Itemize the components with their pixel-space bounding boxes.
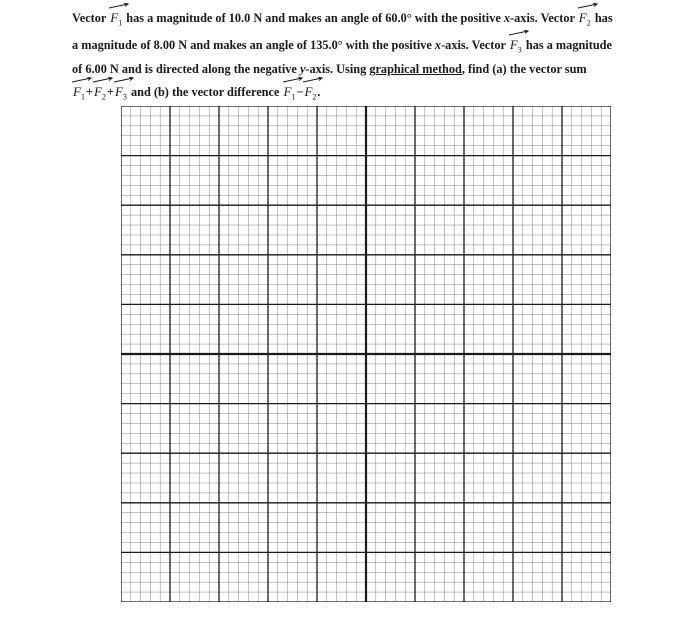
graph-paper[interactable] xyxy=(121,106,611,602)
text-f3-magnitude: of 6.00 N and is directed along the negative xyxy=(72,62,297,77)
problem-line-2: a magnitude of 8.00 N and makes an angle of 135.0° with the positive x-axis. Vector $F_3$ has a magnitude xyxy=(72,33,662,60)
x-axis-symbol: x xyxy=(434,38,442,53)
plus-sign: + xyxy=(106,84,114,99)
vector-arrow-icon xyxy=(109,3,129,9)
minus-sign: − xyxy=(296,84,304,99)
problem-line-3: of 6.00 N and is directed along the negative y-axis. Using graphical method, find (a) the vector sum xyxy=(72,62,587,77)
text-vector: Vector xyxy=(72,11,107,25)
x-axis-symbol: x xyxy=(503,11,511,25)
vector-f1: $F_1$ xyxy=(110,6,122,33)
sum-vector-f1: $F_1$ xyxy=(73,80,85,107)
vector-f3: $F_3$ xyxy=(510,33,522,60)
diff-vector-f1: $F_1$ xyxy=(284,80,296,107)
vector-f2: $F_2$ xyxy=(579,6,591,33)
problem-line-1: Vector $F_1$ has a magnitude of 10.0 N and makes an angle of 60.0° with the positive x-axis. Vector $F_2$ has xyxy=(72,6,662,33)
plus-sign: + xyxy=(85,84,93,99)
text-difference: and (b) the vector difference xyxy=(130,84,280,99)
text-f1-magnitude: has a magnitude of 10.0 N and makes an angle of 60.0° with the positive xyxy=(126,11,501,25)
text-f2-magnitude: a magnitude of 8.00 N and makes an angle of 135.0° with the positive xyxy=(72,38,432,53)
problem-line-4: $F_1+$ $F_2+$ $F_3$ and (b) the vector difference $F_1-$ $F_2$. xyxy=(72,80,662,107)
graphical-method-text: graphical method xyxy=(369,62,462,77)
sum-vector-f2: $F_2$ xyxy=(94,80,106,107)
diff-vector-f2: $F_2$ xyxy=(304,80,316,107)
y-axis-symbol: y xyxy=(299,62,306,77)
problem-statement xyxy=(72,6,662,107)
graph-paper-grid[interactable] xyxy=(121,106,611,602)
vector-arrow-icon xyxy=(578,3,598,9)
sum-vector-f3: $F_3$ xyxy=(115,80,127,107)
